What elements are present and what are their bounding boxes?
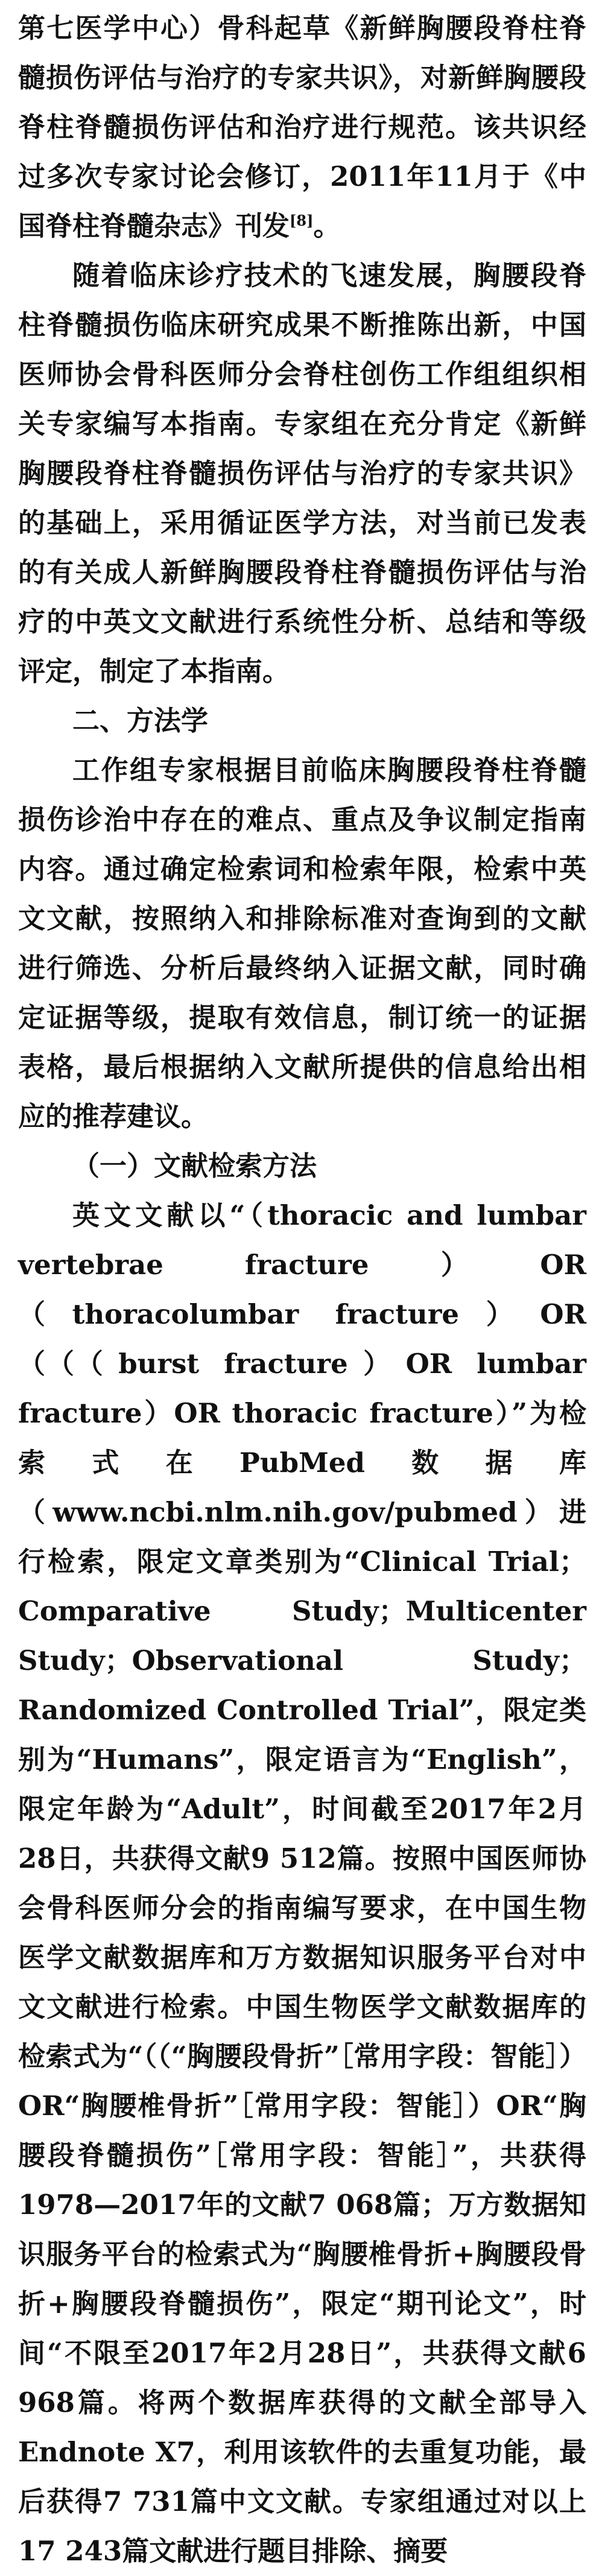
paragraph-consensus-origin-tail: 。 [313,210,341,242]
paragraph-guideline-background: 随着临床诊疗技术的飞速发展，胸腰段脊柱脊髓损伤临床研究成果不断推陈出新，中国医师协会骨科医师分会脊柱创伤工作组组织相关专家编写本指南。专家组在充分肯定《新鲜胸腰段脊柱脊髓损伤评估与治疗的专家共识》的基础上，采用循证医学方法，对当前已发表的有关成人新鲜胸腰段脊柱脊髓损伤评估与治疗的中英文文献进行系统性分析、总结和等级评定，制定了本指南。 [18,259,586,687]
subsection-heading-literature-search: （一）文献检索方法 [72,1150,317,1182]
section-heading-methodology: 二、方法学 [72,705,209,737]
paragraph-consensus-origin-text: 第七医学中心）骨科起草《新鲜胸腰段脊柱脊髓损伤评估与治疗的专家共识》，对新鲜胸腰段脊柱脊髓损伤评估和治疗进行规范。该共识经过多次专家讨论会修订，2011年11月于《中国脊柱脊髓杂志》刊发 [18,12,586,242]
reference-citation: [8] [290,212,314,229]
paragraph-literature-search: 英文文献以“（thoracic and lumbar vertebrae fracture）OR（thoracolumbar fracture）OR（（（burst fracture）OR lumbar fracture）OR thoracic fracture）”为检索式在PubMed数据库（www.ncbi.nlm.nih.gov/pubmed）进行检索，限定文章类别为“Clinical Trial；Comparative Study；Multicenter Study；Observational Study；Randomized Controlled Trial”，限定类别为“Humans”，限定语言为“English”，限定年龄为“Adult”，时间截至2017年2月28日，共获得文献9 512篇。按照中国医师协会骨科医师分会的指南编写要求，在中国生物医学文献数据库和万方数据知识服务平台对中文文献进行检索。中国生物医学文献数据库的检索式为“（（“胸腰段骨折”［常用字段：智能］）OR“胸腰椎骨折”［常用字段：智能］）OR“胸腰段脊髓损伤”［常用字段：智能］”，共获得1978—2017年的文献7 068篇；万方数据知识服务平台的检索式为“胸腰椎骨折+胸腰段骨折+胸腰段脊髓损伤”，限定“期刊论文”，时间“不限至2017年2月28日”，共获得文献6 968篇。将两个数据库获得的文献全部导入Endnote X7，利用该软件的去重复功能，最后获得7 731篇中文文献。专家组通过对以上17 243篇文献进行题目排除、摘要 [18,1199,586,2567]
paragraph-methodology: 工作组专家根据目前临床胸腰段脊柱脊髓损伤诊治中存在的难点、重点及争议制定指南内容。通过确定检索词和检索年限，检索中英文文献，按照纳入和排除标准对查询到的文献进行筛选、分析后最终纳入证据文献，同时确定证据等级，提取有效信息，制订统一的证据表格，最后根据纳入文献所提供的信息给出相应的推荐建议。 [18,754,586,1132]
paragraph-consensus-origin [18,4,586,251]
